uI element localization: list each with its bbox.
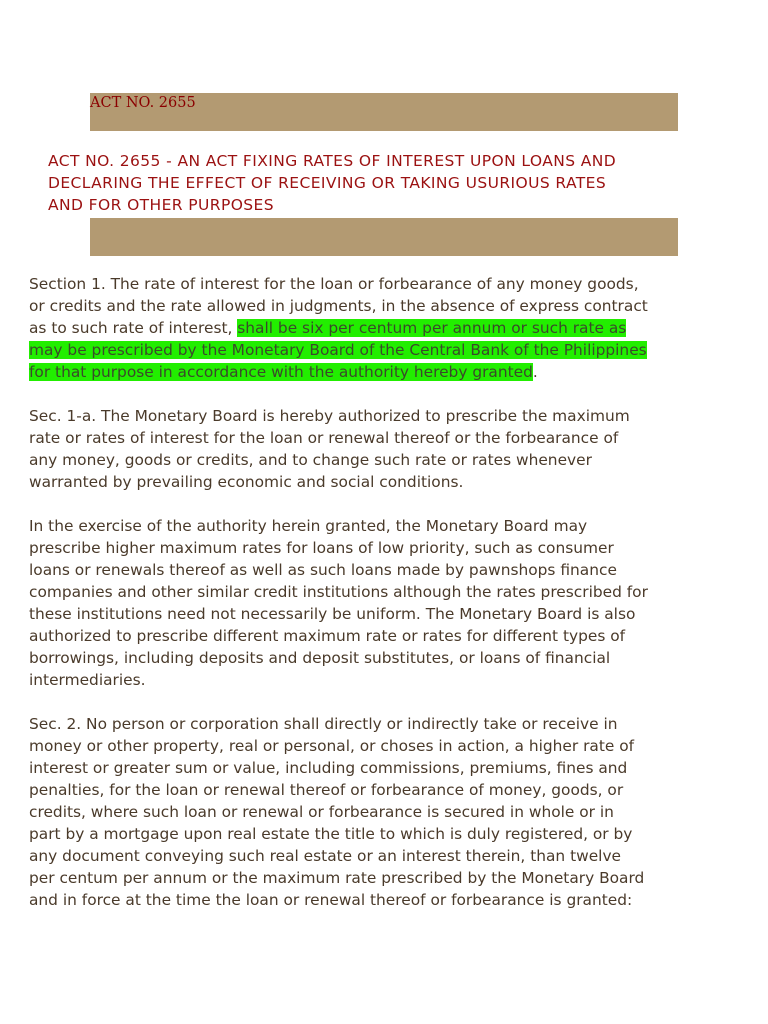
paragraph-line: penalties, for the loan or renewal thereof or forbearance of money, goods, or (29, 781, 624, 799)
paragraph-line: or credits and the rate allowed in judgments, in the absence of express contract (29, 297, 648, 315)
paragraph-line: intermediaries. (29, 671, 146, 689)
header-bar (90, 93, 678, 131)
act-title (48, 150, 738, 216)
act-number-label: ACT NO. 2655 (90, 95, 196, 111)
paragraph-line: any document conveying such real estate or an interest therein, than twelve (29, 847, 622, 865)
paragraph-line: loans or renewals thereof as well as such loans made by pawnshops finance (29, 561, 617, 579)
paragraph-line: these institutions need not necessarily be uniform. The Monetary Board is also (29, 605, 636, 623)
title-line: ACT NO. 2655 - AN ACT FIXING RATES OF INTEREST UPON LOANS AND (48, 152, 617, 170)
section-2-paragraph (29, 713, 751, 911)
section-1-paragraph (29, 273, 751, 383)
paragraph-line: borrowings, including deposits and deposit substitutes, or loans of financial (29, 649, 611, 667)
paragraph-line: credits, where such loan or renewal or forbearance is secured in whole or in (29, 803, 614, 821)
paragraph-line (29, 317, 751, 339)
section-1a-paragraph (29, 405, 751, 493)
paragraph-line: rate or rates of interest for the loan or renewal thereof or the forbearance of (29, 429, 619, 447)
title-line: DECLARING THE EFFECT OF RECEIVING OR TAKING USURIOUS RATES (48, 174, 607, 192)
paragraph-line: interest or greater sum or value, including commissions, premiums, fines and (29, 759, 628, 777)
paragraph-line: Sec. 1-a. The Monetary Board is hereby authorized to prescribe the maximum (29, 407, 630, 425)
paragraph-line (29, 361, 751, 383)
highlighted-text: shall be six per centum per annum or such rate as (237, 319, 627, 337)
paragraph-line: per centum per annum or the maximum rate prescribed by the Monetary Board (29, 869, 645, 887)
title-line: AND FOR OTHER PURPOSES (48, 196, 274, 214)
paragraph-line: Section 1. The rate of interest for the loan or forbearance of any money goods, (29, 275, 639, 293)
highlighted-text: for that purpose in accordance with the authority hereby granted (29, 363, 533, 381)
plain-text: . (532, 363, 538, 381)
paragraph-line (29, 339, 751, 361)
paragraph-line: authorized to prescribe different maximum rate or rates for different types of (29, 627, 626, 645)
paragraph-line: prescribe higher maximum rates for loans of low priority, such as consumer (29, 539, 614, 557)
paragraph-line: and in force at the time the loan or renewal thereof or forbearance is granted: (29, 891, 633, 909)
paragraph-line: Sec. 2. No person or corporation shall directly or indirectly take or receive in (29, 715, 618, 733)
highlighted-text: may be prescribed by the Monetary Board of the Central Bank of the Philippines (29, 341, 647, 359)
paragraph-line: money or other property, real or personal, or choses in action, a higher rate of (29, 737, 635, 755)
paragraph-line: warranted by prevailing economic and social conditions. (29, 473, 464, 491)
document-body (29, 273, 751, 933)
plain-text: as to such rate of interest, (29, 319, 238, 337)
paragraph-line: any money, goods or credits, and to change such rate or rates whenever (29, 451, 592, 469)
authority-paragraph (29, 515, 751, 691)
paragraph-line: companies and other similar credit institutions although the rates prescribed for (29, 583, 648, 601)
title-footer-bar (90, 218, 678, 256)
paragraph-line: part by a mortgage upon real estate the title to which is duly registered, or by (29, 825, 633, 843)
paragraph-line: In the exercise of the authority herein granted, the Monetary Board may (29, 517, 588, 535)
